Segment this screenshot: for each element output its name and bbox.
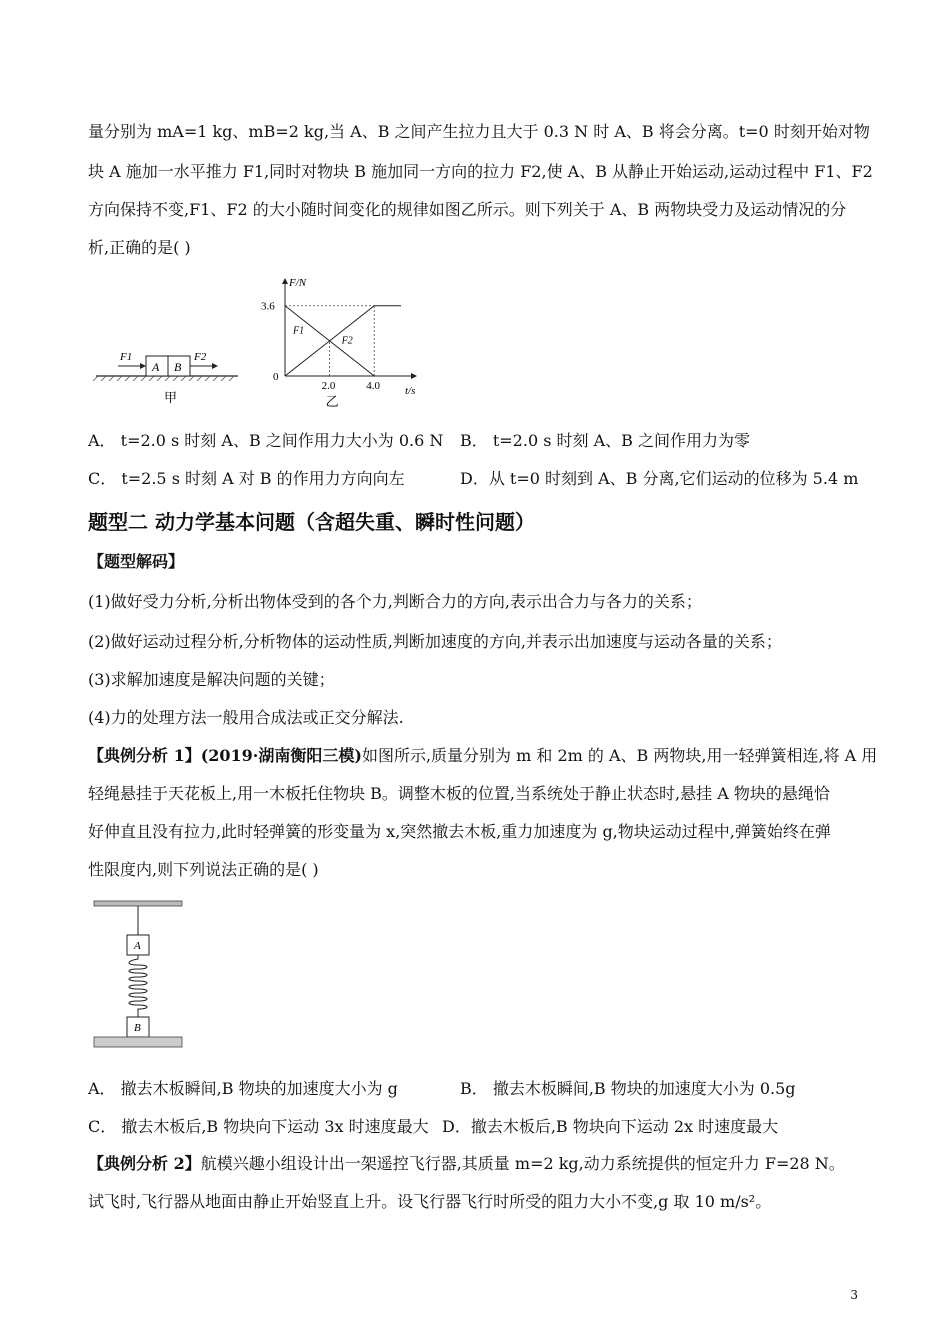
ex1-option-c: C． 撤去木板后,B 物块向下运动 3x 时速度最大: [88, 1117, 429, 1136]
figure-spring: [90, 895, 190, 1055]
page-number: 3: [850, 1288, 858, 1302]
x-axis-label: t/s: [405, 385, 416, 397]
example-1-tag: 【典例分析 1】(2019·湖南衡阳三模): [88, 746, 362, 765]
example-2-line-1: [88, 1154, 845, 1174]
q1-option-c: C． t=2.5 s 时刻 A 对 B 的作用力方向向左: [88, 469, 405, 488]
figure-jia-caption: 甲: [164, 390, 178, 405]
f2-label: F2: [194, 351, 207, 363]
series-f2-label: F2: [341, 335, 353, 347]
example-2-tag: 【典例分析 2】: [88, 1154, 201, 1173]
block-a-label: A: [134, 940, 141, 952]
origin-label: 0: [273, 371, 279, 383]
q1-option-d: D．从 t=0 时刻到 A、B 分离,它们运动的位移为 5.4 m: [460, 469, 859, 488]
figure-jia: [90, 340, 250, 410]
ceiling: [94, 901, 182, 906]
y-axis-label: F/N: [289, 277, 307, 289]
q1-option-b: B． t=2.0 s 时刻 A、B 之间作用力为零: [460, 431, 750, 450]
block-b-label: B: [174, 360, 182, 374]
figure-yi-caption: 乙: [325, 394, 339, 409]
decode-header: 【题型解码】: [88, 552, 185, 571]
wooden-board: [94, 1037, 182, 1047]
example-1-line-1: [88, 746, 877, 766]
q-intro-line-2: 块 A 施加一水平推力 F1,同时对物块 B 施加同一方向的拉力 F2,使 A、B 从静止开始运动,运动过程中 F1、F2: [88, 162, 873, 181]
decode-item-3: (3)求解加速度是解决问题的关键；: [88, 670, 335, 689]
example-1-line-4: 性限度内,则下列说法正确的是( ): [88, 860, 319, 879]
decode-item-1: (1)做好受力分析,分析出物体受到的各个力,判断合力的方向,表示出合力与各力的关系；: [88, 592, 702, 611]
section-title: 题型二 动力学基本问题（含超失重、瞬时性问题）: [88, 510, 535, 534]
decode-item-2: (2)做好运动过程分析,分析物体的运动性质,判断加速度的方向,并表示出加速度与运动各量的关系；: [88, 632, 782, 651]
example-2-text: 航模兴趣小组设计出一架遥控飞行器,其质量 m=2 kg,动力系统提供的恒定升力 F=28 N。: [200, 1154, 845, 1173]
q-intro-line-3: 方向保持不变,F1、F2 的大小随时间变化的规律如图乙所示。则下列关于 A、B 两物块受力及运动情况的分: [88, 200, 847, 219]
ex1-option-b: B． 撤去木板瞬间,B 物块的加速度大小为 0.5g: [460, 1079, 796, 1098]
q-intro-line-1: 量分别为 mA=1 kg、mB=2 kg,当 A、B 之间产生拉力且大于 0.3 N 时 A、B 将会分离。t=0 时刻开始对物: [88, 122, 870, 141]
example-1-line-3: 好伸直且没有拉力,此时轻弹簧的形变量为 x,突然撤去木板,重力加速度为 g,物块运动过程中,弹簧始终在弹: [88, 822, 831, 841]
spring: [129, 955, 147, 1017]
block-b-label: B: [134, 1022, 141, 1034]
example-1-line-2: 轻绳悬挂于天花板上,用一木板托住物块 B。调整木板的位置,当系统处于静止状态时,悬挂 A 物块的悬绳恰: [88, 784, 830, 803]
block-a-label: A: [152, 360, 160, 374]
y-axis-arrow: [282, 278, 288, 284]
f1-label: F1: [120, 351, 133, 363]
example-2-line-2: 试飞时,飞行器从地面由静止开始竖直上升。设飞行器飞行时所受的阻力大小不变,g 取 10 m/s²。: [88, 1192, 772, 1211]
q-intro-line-4: 析,正确的是( ): [88, 238, 191, 257]
x-tick-label-4: 4.0: [366, 380, 380, 392]
ex1-option-d: D．撤去木板后,B 物块向下运动 2x 时速度最大: [442, 1117, 779, 1136]
x-tick-label-2: 2.0: [321, 380, 336, 392]
series-f1-label: F1: [293, 325, 305, 337]
figure-yi-chart: [255, 270, 425, 410]
x-axis-arrow: [411, 373, 417, 379]
decode-item-4: (4)力的处理方法一般用合成法或正交分解法.: [88, 708, 404, 727]
y-tick-label: 3.6: [261, 300, 275, 313]
ex1-option-a: A． 撤去木板瞬间,B 物块的加速度大小为 g: [88, 1079, 398, 1098]
q1-option-a: A． t=2.0 s 时刻 A、B 之间作用力大小为 0.6 N: [88, 431, 444, 450]
example-1-text: 如图所示,质量分别为 m 和 2m 的 A、B 两物块,用一轻弹簧相连,将 A 用: [361, 746, 878, 765]
